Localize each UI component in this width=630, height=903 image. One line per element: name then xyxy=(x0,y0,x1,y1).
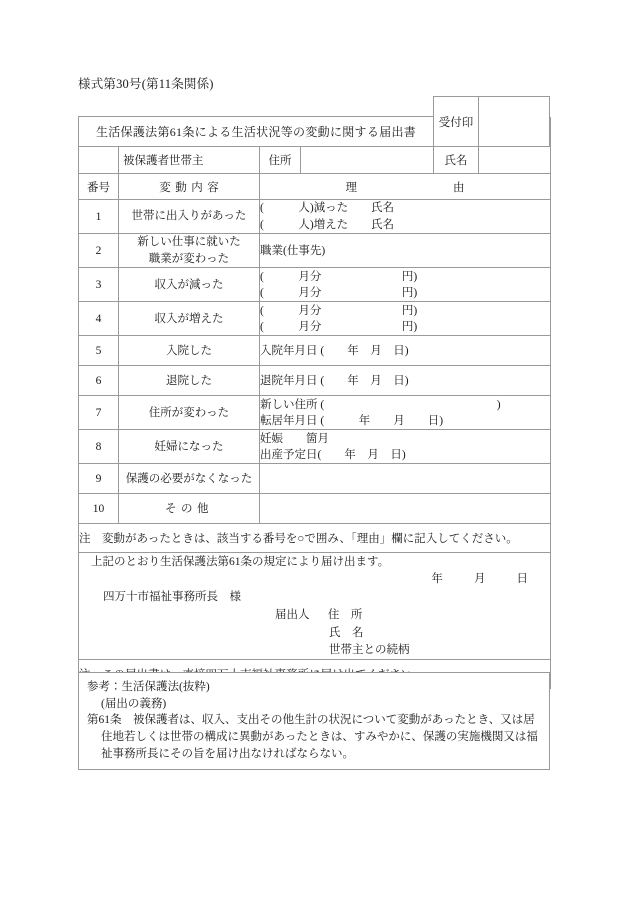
reason-line: 出産予定日( 年 月 日) xyxy=(260,448,406,461)
table-row xyxy=(79,494,551,524)
applicant-name-row xyxy=(275,625,550,642)
reason-line: ( 人)減った 氏名 xyxy=(260,202,395,215)
document-title: 生活保護法第61条による生活状況等の変動に関する届出書 xyxy=(79,117,434,147)
applicant-relation-label[interactable]: 世帯主との続柄 xyxy=(329,643,410,656)
declaration-statement: 上記のとおり生活保護法第61条の規定により届け出ます。 xyxy=(91,556,390,569)
row-change-content xyxy=(119,234,260,268)
row-reason[interactable] xyxy=(260,430,551,464)
row-number[interactable]: 3 xyxy=(79,268,119,302)
applicant-label: 届出人 xyxy=(275,609,310,622)
row-reason[interactable]: 入院年月日 ( 年 月 日) xyxy=(260,336,551,366)
address-value[interactable] xyxy=(301,147,433,173)
table-row xyxy=(79,234,551,268)
row-reason[interactable] xyxy=(260,396,551,430)
row-number[interactable]: 1 xyxy=(79,200,119,234)
reference-heading: 参考：生活保護法(抜粋) xyxy=(87,681,210,693)
table-row xyxy=(79,396,551,430)
header-number: 番号 xyxy=(79,174,119,200)
row-number[interactable]: 5 xyxy=(79,336,119,366)
reference-box xyxy=(78,672,550,770)
row-change-content: その他 xyxy=(119,494,260,524)
declaration-row xyxy=(79,553,551,660)
date-month-label[interactable]: 月 xyxy=(473,573,486,586)
row-reason[interactable] xyxy=(260,464,551,494)
reason-line: 妊娠 箇月 xyxy=(260,432,329,445)
receipt-stamp-box xyxy=(433,96,550,146)
receipt-stamp-area[interactable] xyxy=(479,97,549,146)
receipt-stamp-label: 受付印 xyxy=(434,97,479,146)
row-change-content: 収入が減った xyxy=(119,268,260,302)
header-reason-left: 理 xyxy=(345,181,357,194)
name-label: 氏名 xyxy=(434,147,479,174)
column-header-row xyxy=(79,174,551,200)
declaration-office: 四万十市福祉事務所長 様 xyxy=(103,591,241,604)
row-change-content: 妊婦になった xyxy=(119,430,260,464)
applicant-address-label[interactable]: 住 所 xyxy=(327,609,363,622)
row-number[interactable]: 4 xyxy=(79,302,119,336)
date-day-label[interactable]: 日 xyxy=(516,573,529,586)
table-row xyxy=(79,302,551,336)
date-year-label[interactable]: 年 xyxy=(431,573,443,586)
row-number[interactable]: 7 xyxy=(79,396,119,430)
row-number[interactable]: 6 xyxy=(79,366,119,396)
address-label: 住所 xyxy=(260,147,301,173)
table-row xyxy=(79,200,551,234)
change-line: 職業が変わった xyxy=(148,252,230,265)
table-row xyxy=(79,430,551,464)
applicant-block xyxy=(79,607,550,659)
table-row xyxy=(79,366,551,396)
declaration-date xyxy=(79,570,550,586)
applicant-name-label[interactable]: 氏 名 xyxy=(329,626,364,639)
reference-article-line: 第61条 被保護者は、収入、支出その他生計の状況について変動があったとき、又は居 xyxy=(87,714,535,727)
reason-line: 職業(仕事先) xyxy=(260,244,326,257)
row-change-content: 保護の必要がなくなった xyxy=(119,464,260,494)
reason-line: 転居年月日 ( 年 月 日) xyxy=(260,414,444,427)
row-change-content: 収入が増えた xyxy=(119,302,260,336)
note-row-1 xyxy=(79,524,551,553)
row-reason[interactable] xyxy=(260,234,551,268)
applicant-address-row xyxy=(275,607,550,624)
reason-line: ( 人)増えた 氏名 xyxy=(260,218,395,231)
row-reason[interactable] xyxy=(260,494,551,524)
row-number[interactable]: 9 xyxy=(79,464,119,494)
reference-article xyxy=(87,712,541,762)
form-number-heading: 様式第30号(第11条関係) xyxy=(78,77,214,91)
row-number[interactable]: 10 xyxy=(79,494,119,524)
reason-line: ( 月分 円) xyxy=(260,320,418,333)
row-change-content: 退院した xyxy=(119,366,260,396)
subject-row xyxy=(79,147,551,174)
reference-article-line: 祉事務所長にその旨を届け出なければならない。 xyxy=(101,747,354,760)
row-reason[interactable] xyxy=(260,200,551,234)
row-reason[interactable] xyxy=(260,302,551,336)
reference-article-line: 住地若しくは世帯の構成に異動があったときは、すみやかに、保護の実施機関又は福 xyxy=(101,731,538,744)
row-reason[interactable]: 退院年月日 ( 年 月 日) xyxy=(260,366,551,396)
row-change-content: 世帯に出入りがあった xyxy=(119,200,260,234)
reference-subheading: (届出の義務) xyxy=(101,697,167,710)
reason-line: ( 月分 円) xyxy=(260,286,418,299)
header-reason-right: 由 xyxy=(453,181,465,194)
declaration-block xyxy=(79,553,551,660)
row-change-content: 住所が変わった xyxy=(119,396,260,430)
row-number[interactable]: 8 xyxy=(79,430,119,464)
household-head-label: 被保護者世帯主 xyxy=(119,147,260,174)
applicant-relation-row xyxy=(275,642,550,659)
header-change-content: 変動内容 xyxy=(159,181,224,194)
row-change-content: 入院した xyxy=(119,336,260,366)
reason-line: 新しい住所 ( ) xyxy=(260,398,501,411)
table-row xyxy=(79,336,551,366)
table-row xyxy=(79,268,551,302)
row-reason[interactable] xyxy=(260,268,551,302)
reason-line: ( 月分 円) xyxy=(260,270,418,283)
row-number[interactable]: 2 xyxy=(79,234,119,268)
change-line: 新しい仕事に就いた xyxy=(137,236,241,248)
main-form-table xyxy=(78,116,551,689)
reason-line: ( 月分 円) xyxy=(260,304,418,317)
note-1-text: 注 変動があったときは、該当する番号を○で囲み、「理由」欄に記入してください。 xyxy=(79,524,551,553)
household-head-label-part xyxy=(79,147,119,174)
table-row xyxy=(79,464,551,494)
name-value[interactable] xyxy=(479,147,551,174)
